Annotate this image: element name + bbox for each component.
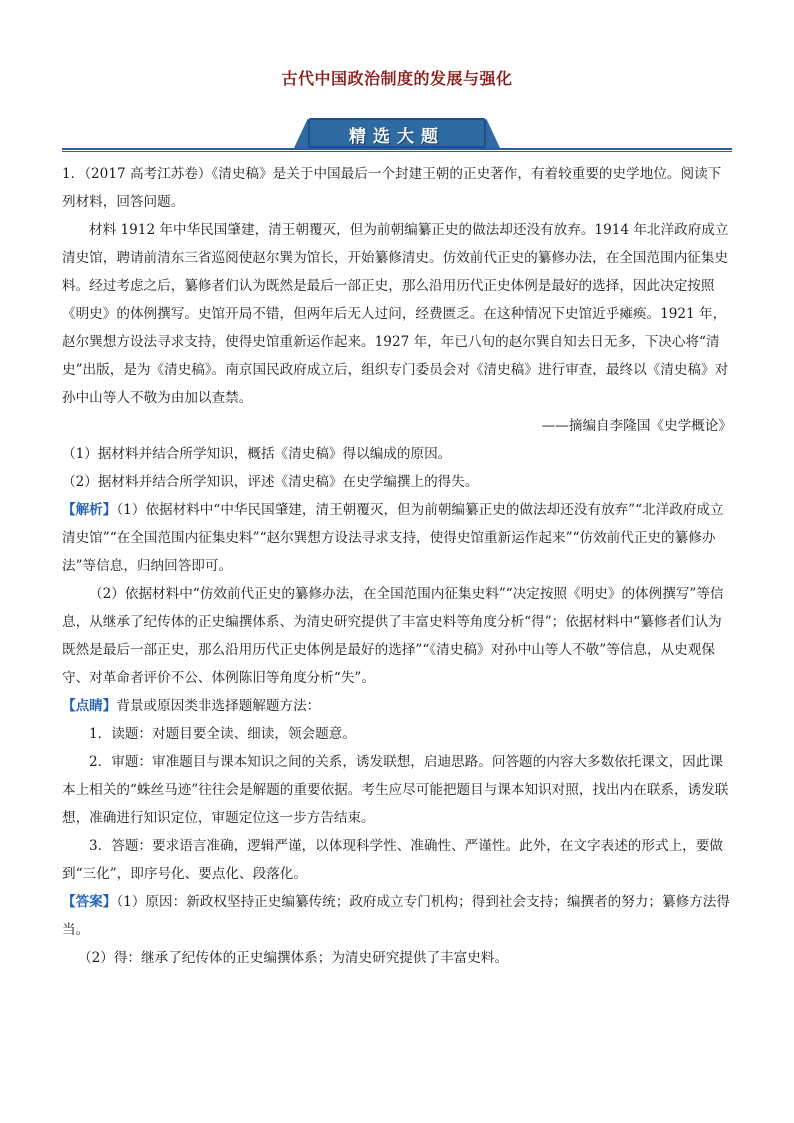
answer-tag: 【答案】 <box>62 894 117 910</box>
banner-badge <box>308 118 486 148</box>
analysis-tag: 【解析】 <box>62 502 117 518</box>
answer-paragraph-2: （2）得：继承了纪传体的正史编撰体系；为清史研究提供了丰富史料。 <box>78 950 509 966</box>
question-stem: 1．（2017 高考江苏卷）《清史稿》是关于中国最后一个封建王朝的正史著作，有着较重要的史学地位。阅读下列材料，回答问题。 <box>62 166 722 210</box>
answer-text-1: （1）原因：新政权坚持正史编纂传统；政府成立专门机构；得到社会支持；编撰者的努力；纂修方法得当。 <box>62 894 730 938</box>
question-2: （2）据材料并结合所学知识，评述《清史稿》在史学编撰上的得失。 <box>62 474 479 490</box>
banner-rule <box>62 148 732 150</box>
material-source: ——摘编自李隆国《史学概论》 <box>541 418 732 434</box>
question-material: 材料 1912 年中华民国肇建，清王朝覆灭，但为前朝编纂正史的做法却还没有放弃。1914 年北洋政府成立清史馆，聘请前清东三省巡阅使赵尔巽为馆长，开始纂修清史。仿效前代正史的纂修办法，在全国范围内征集史料。经过考虑之后，纂修者们认为既然是最后一部正史，那么沿用历代正史体例是最好的选择，因此决定按照《明史》的体例撰写。史馆开局不错，但两年后无人过问，经费匮乏。在这种情况下史馆近乎瘫痪。1921 年，赵尔巽想方设法寻求支持，使得史馆重新运作起来。1927 年，年已八旬的赵尔巽自知去日无多，下决心将“清史”出版，是为《清史稿》。南京国民政府成立后，组织专门委员会对《清史稿》进行审查，最终以《清史稿》对孙中山等人不敬为由加以查禁。 <box>62 222 729 406</box>
analysis-paragraph-2: （2）依据材料中“仿效前代正史的纂修办法，在全国范围内征集史料”“决定按照《明史》的体例撰写”等信息，从继承了纪传体的正史编撰体系、为清史研究提供了丰富史料等角度分析“得”；依据材料中“纂修者们认为既然是最后一部正史，那么沿用历代正史体例是最好的选择”“《清史稿》对孙中山等人不敬”等信息，从史观保守、对革命者评价不公、体例陈旧等角度分析“失”。 <box>62 586 724 686</box>
tips-step-2: 2．审题：审准题目与课本知识之间的关系，诱发联想，启迪思路。问答题的内容大多数依托课文，因此课本上相关的“蛛丝马迹”往往会是解题的重要依据。考生应尽可能把题目与课本知识对照，找出内在联系，诱发联想，准确进行知识定位，审题定位这一步方告结束。 <box>62 754 729 826</box>
question-1: （1）据材料并结合所学知识，概括《清史稿》得以编成的原因。 <box>62 446 452 462</box>
analysis-paragraph-1 <box>62 496 732 580</box>
tips-intro: 背景或原因类非选择题解题方法： <box>116 698 321 714</box>
analysis-text-1: （1）依据材料中“中华民国肇建，清王朝覆灭，但为前朝编纂正史的做法却还没有放弃”“北洋政府成立清史馆”“在全国范围内征集史料”“赵尔巽想方设法寻求支持，使得史馆重新运作起来”“仿效前代正史的纂修办法”等信息，归纳回答即可。 <box>62 502 724 574</box>
page-title: 古代中国政治制度的发展与强化 <box>281 69 513 88</box>
answer-paragraph-1 <box>62 888 732 944</box>
tips-tag: 【点睛】 <box>62 698 117 714</box>
tips-paragraph <box>62 692 732 720</box>
tips-step-1: 1．读题：对题目要全读、细读，领会题意。 <box>89 726 356 742</box>
document-body <box>62 160 732 972</box>
banner-rule-thin <box>62 151 732 152</box>
tips-step-3: 3．答题：要求语言准确，逻辑严谨，以体现科学性、准确性、严谨性。此外，在文字表述的形式上，要做到“三化”，即序号化、要点化、段落化。 <box>62 838 723 882</box>
section-banner <box>62 116 732 152</box>
banner-label: 精选大题 <box>349 127 445 147</box>
